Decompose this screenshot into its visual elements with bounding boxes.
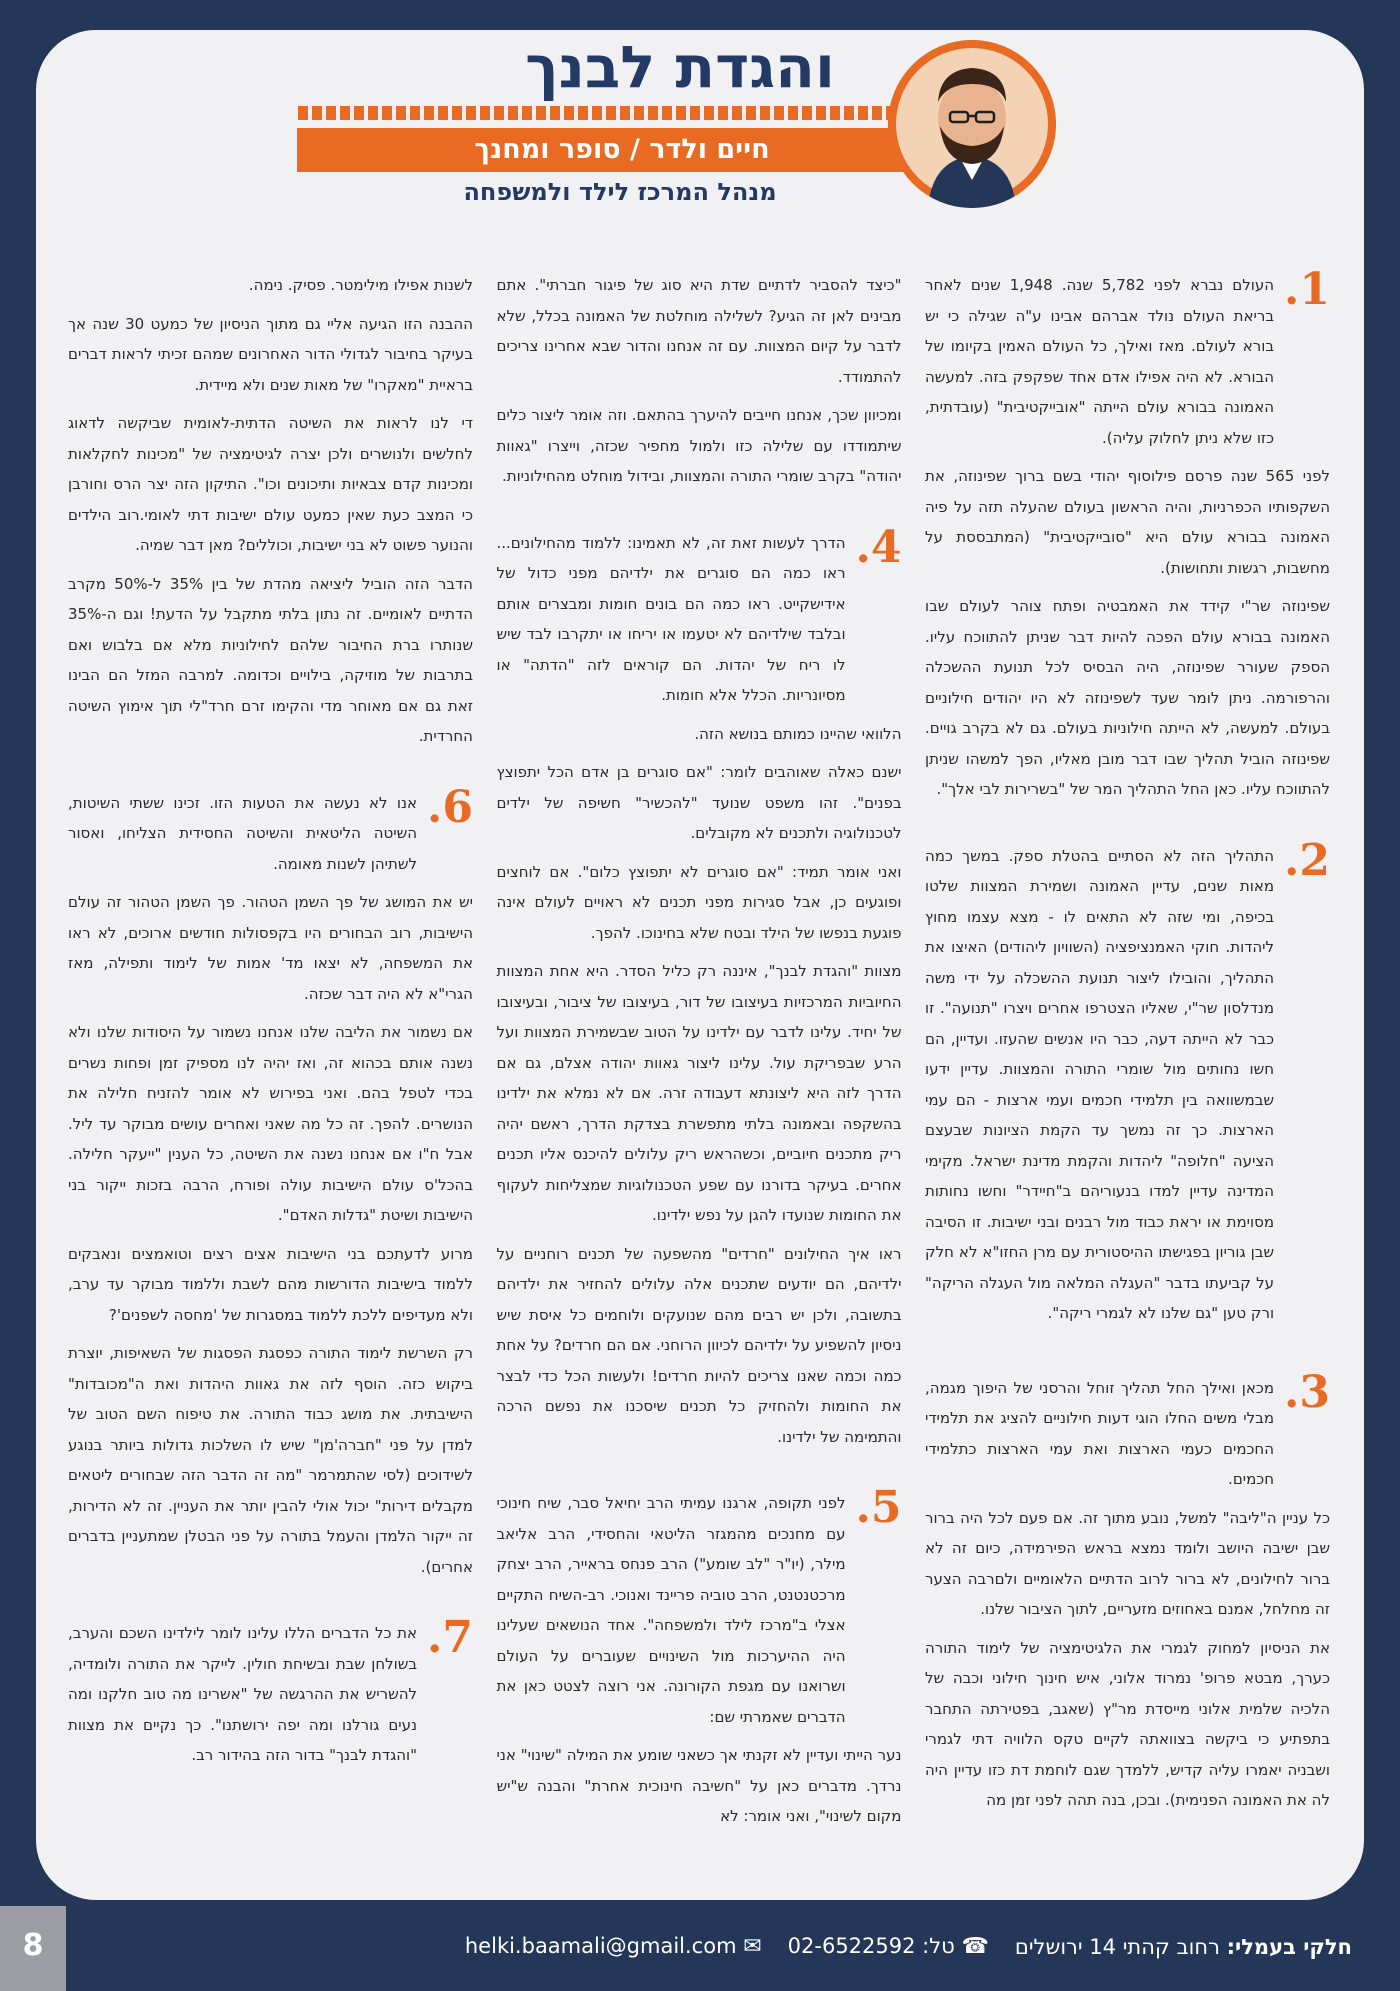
paragraph: העולם נברא לפני 5,782 שנה. 1,948 שנים לאחר בריאת העולם נולד אברהם אבינו ע"ה שגילה כי יש בורא לעולם. מאז ואילך, כל העולם האמין בקיומו של הבורא. לא היה אפילו אדם אחד שפקפק בזה. למעשה האמונה בבורא עולם הייתה "אובייקטיבית" (עובדתית, כזו שלא ניתן לחלוק עליה). (925, 276, 1275, 447)
paragraph: "כיצד להסביר לדתיים שדת היא סוג של פיגור חברתי". אתם מבינים לאן זה הגיע? לשלילה מוחלטת של האמונה בכלל, שלא לדבר על קיום המצוות. עם זה אנחנו והדור שבא אחרינו צריכים להתמודד. (496, 276, 902, 386)
column-middle (497, 270, 902, 1870)
paragraph: אנו לא נעשה את הטעות הזו. זכינו ששתי השיטות, השיטה הליטאית והשיטה החסידית הצליחו, ואסור לשתיהן לשנות מאומה. (68, 793, 418, 873)
paragraph: לפני תקופה, ארגנו עמיתי הרב יחיאל סבר, שיח חינוכי עם מחנכים מהמגזר הליטאי והחסידי, הרב אליאב מילר, (יו"ר "לב שומע") הרב פנחס בראייר, הרב יצחק מרכטנטנט, הרב טוביה פריינד ואנוכי. רב-השיח התקיים אצלי ב"מרכז לילד ולמשפחה". אחד הנושאים שעלינו היה ההיערכות מול השינויים שעוברים על העולם ושרואנו עם מגפת הקורונה. אני רוצה לצטט כאן את הדברים שאמרתי שם: (496, 1494, 846, 1726)
title-underline-decoration (298, 106, 938, 120)
section-number: 2. (1284, 834, 1330, 886)
paragraph: ישנם כאלה שאוהבים לומר: "אם סוגרים בן אדם הכל יתפוצץ בפנים". זהו משפט שנועד "להכשיר" חשיפה של ילדים לטכנולוגיה ולתכנים לא מקובלים. (496, 763, 902, 842)
page-number: 8 (22, 1928, 44, 1963)
footer-address: רחוב קהתי 14 ירושלים (1014, 1934, 1220, 1959)
section-5 (496, 1482, 902, 1832)
section-2 (925, 834, 1330, 1337)
author-name: חיים ולדר / סופר ומחנך (474, 134, 770, 165)
paragraph: את הניסיון למחוק לגמרי את הלגיטימציה של לימוד התורה כערך, מבטא פרופ' נמרוד אלוני, איש חינוך חילוני וכבה של הלכיה שלמית אלוני מייסדת מר"ץ (שאגב, בפטירתה התחבר בתפתיע כי ביקשה בצוואתה לקיים טקס הלוויה דתי לגמרי ושבניה יאמרו עליה קדיש, ללמדך שגם לוחמת דת כזו עדיין היה לה את האמונה הפנימית). ובכן, בנה תהה לפני זמן מה (925, 1638, 1330, 1809)
section-number: 7. (427, 1612, 473, 1663)
section-5-continued (68, 270, 473, 752)
paragraph: הדרך לעשות זאת זה, לא תאמינו: ללמוד מהחילונים... ראו כמה הם סוגרים את ילדיהם מפני כדול של אידישקייט. ראו כמה הם בונים חומות ומבצרים אותם ובלבד שילדיהם לא יטעמו או יריחו או יתקרבו לבד שיש לו ריח של יהדות. הם קוראים לזה "הדתה" או מסיונריות. הכלל אלא חומות. (496, 533, 846, 704)
section-4 (496, 521, 902, 1453)
paragraph: הלוואי שהיינו כמותם בנושא הזה. (694, 724, 902, 743)
paragraph: נער הייתי ועדיין לא זקנתי אך כשאני שומע את המילה "שינוי" אני נרדך. מדברים כאן על "חשיבה חינוכית אחרת" והבנה ש"יש מקום לשינוי", ואני אומר: לא (496, 1746, 902, 1825)
footer-phone: טל: 02-6522592 (787, 1934, 955, 1958)
paragraph: כל עניין ה"ליבה" למשל, נובע מתוך זה. אם פעם לכל היה ברור שבן ישיבה היושב ולומד נמצא בראש הפירמידה, כיום זה לא ברור לחילונים, לא ברור לרוב הדתיים הלאומיים ולםרבה הצער זה מחלחל, אמנם באחוזים מזעריים, לתוך הציבור שלנו. (925, 1508, 1330, 1618)
paragraph: לשנות אפילו מילימטר. פסיק. נימה. (248, 276, 473, 294)
portrait-illustration-icon (888, 40, 1056, 208)
email-icon: ✉ (743, 1934, 762, 1959)
section-3 (925, 1366, 1330, 1816)
column-right (925, 264, 1330, 1870)
paragraph: מרוע לדעתכם בני הישיבות אצים רצים וטואמצים ונאבקים ללמוד בישיבות הדורשות מהם לשבת וללמוד מבוקר עד ערב, ולא מעדיפים ללכת ללמוד במסגרות של 'מחסה לשפנים'? (68, 1244, 473, 1324)
paragraph: אם נשמור את הליבה שלנו אנחנו נשמור על היסודות שלנו ולא נשנה אותם בכהוא זה, ואז יהיה לנו מספיק זמן ופחות נשרים בכדי לטפל בהם. ואני בפירוש לא אומר להזניח חלילה את הנושרים. להפך. זה כל מה שאני ואחרים עושים מבוקר עד ליל. אבל ח"ו אם אנחנו נשנה את השיטה, כל הענין "ייעקר חלילה. בהכל'ס עולם הישיבות עולה ופורח, הרבה בזכות ייקור בני הישיבות ושיטת "גדלות האדם". (68, 1023, 473, 1224)
footer-contact (465, 1934, 1352, 1959)
phone-icon: ☎ (961, 1934, 989, 1959)
paragraph: מכאן ואילך החל תהליך זוחל והרסני של היפוך מגמה, מבלי משים החלו הוגי דעות חילוניים להציג את תלמידי החכמים כעמי הארצות ואת עמי הארצות כתלמידי חכמים. (925, 1378, 1275, 1488)
paragraph: די לנו לראות את השיטה הדתית-לאומית שביקשה לדאוג לחלשים ולנושרים ולכן יצרה לגיטימציה של "מכינות לחקלאות ומכינות קדם צבאיות ותיכונים וכו". התיקון הזה יצר הרס וחורבן כי המצב כעת שאין כמעט עולם ישיבות דתי לאומי.רוב הילדים והנוער פשוט לא בני ישיבות, וכוללים? מאן דבר שמיה. (68, 414, 473, 554)
article-columns (68, 264, 1330, 1870)
paragraph: ומכיוון שכך, אנחנו חייבים להיערך בהתאם. וזה אומר ליצור כלים שיתמודדו עם שלילה כזו ולמול מחפיר שכזה, וייצרו "גאוות יהודה" בקרב שומרי התורה והמצוות, ובידול מוחלט מהחילוניות. (496, 406, 902, 485)
paragraph: הדבר הזה הוביל ליציאה מהדת של בין 35% ל-50% מקרב הדתיים לאומיים. זה נתון בלתי מתקבל על הדעת! וגם ה-35% שנותרו ברת החיבור שלהם לחילוניות מלא אם בלבוש ואם בתרבות של מוזיקה, בילויים וכדומה. למרבה המזל הם הבינו זאת גם אם מאוחר מדי והקימו זרם חרד"לי תוך אימוץ השיטה החרדית. (68, 574, 473, 745)
paragraph: יש את המושג של פך השמן הטהור. פך השמן הטהור זה עולם הישיבות, רוב הבחורים היו בקפסולות חודשים ארוכים, לא ראו את המשפחה, לא יצאו מד' אמות של לימוד ותפילה, מאז הגרי"א לא היה דבר שכזה. (68, 893, 473, 1003)
paragraph: לפני 565 שנה פרסם פילוסוף יהודי בשם ברוך שפינוזה, את השקפותיו הכפרניות, והיה הראשון בעולם שהעלה תזה על פיה האמונה בבורא עולם היא "סובייקטיבית" (המתבססת על מחשבות, רגשות ותחושות). (925, 467, 1330, 577)
paragraph: ואני אומר תמיד: "אם סוגרים לא יתפוצץ כלום". אם לוחצים ופוגעים כן, אבל סגירות מפני תכנים לא ראויים לעולם אינה פוגעת בנפשו של הילד ובטח שלא בחינוכו. להפך. (496, 862, 902, 942)
author-role: מנהל המרכז לילד ולמשפחה (463, 178, 777, 206)
section-number: 3. (1284, 1366, 1330, 1418)
author-portrait (888, 40, 1056, 208)
footer-label: חלקי בעמלי: (1226, 1934, 1352, 1959)
section-number: 1. (1284, 264, 1330, 315)
footer-email[interactable]: helki.baamali@gmail.com (464, 1934, 737, 1958)
paragraph: התהליך הזה לא הסתיים בהטלת ספק. במשך כמה מאות שנים, עדיין האמונה ושמירת המצוות שלטו בכיפה, ומי שזה לא התאים לו - מצא עצמו מחוץ ליהדות. חוקי האמנציפציה (השוויון ליהודים) האיצו את התהליך, והובילו ליצור תנועת ההשכלה על ידי משה מנדלסון שר"י, שאליו הצטרפו אחרים ויצרו "תנועה". זו כבר לא הייתה דעה, כבר היו אנשים שהעזו. ועדיין, הם חשו נחותים מול שומרי התורה והמצוות. עדיין ידעו שבמשוואה בין תלמידי חכמים ועמי ארצות - הם עמי הארצות. כך זה נמשך עד הקמת הציונות שבעצם הציעה "חלופה" ליהדות והקמת מדינת ישראל. מקימי המדינה עדיין למדו בנעוריהם ב"חיידר" וחשו נחותות מסוימת או יראת כבוד מול רבנים ובני ישיבות. זו הסיבה שבן גוריון בפגישתו ההיסטורית עם מרן החזו"א לא חלק על קביעתו בדבר "העגלה המלאה מול העגלה הריקה" ורק טען "גם שלנו לא לגמרי ריקה". (925, 846, 1275, 1322)
section-6 (68, 781, 473, 1583)
article-title: והגדת לבנך (525, 33, 835, 101)
section-1 (925, 264, 1330, 805)
section-3-continued (497, 270, 902, 492)
section-7 (68, 1612, 473, 1779)
column-left (68, 270, 473, 1870)
paragraph: ראו איך החילונים "חרדים" מהשפעה של תכנים רוחניים על ילדיהם, הם יודעים שתכנים אלה עלולים להחזיר את ילדיהם בתשובה, ולכן יש רבים מהם שנועקים ולוחמים כל איסת שיש ניסיון להשפיע על ילדיהם לכיוון הרוחני. אם הם חרדים? על אחת כמה וכמה שאנו צריכים להיות חרדים! ולעשות הכל כדי לבצר את החומות ולהחזיק כל תכנים שיסכנו את נפשם הרכה והתמימה של ילדינו. (496, 1244, 902, 1446)
paragraph: שפינוזה שר"י קידד את האמבטיה ופתח צוהר לעולם שבו האמונה בבורא עולם הפכה להיות דבר שניתן להתווכח עליו. הספק שעורר שפינוזה, היה הבסיס לכל תנועת ההשכלה והרפורמה. ניתן לומר שעד לשפינוזה לא היו יהודים חילוניים בעולם. למעשה, לא הייתה חילוניות בעולם. גם לא בקרב גויים. שפינוזה הוביל תהליך שבו דבר מובן מאליו, הפך למשהו שניתן להתווכח עליו. כאן החל התהליך המר של "בשרירות לבי אלך". (925, 597, 1330, 798)
section-number: 6. (427, 781, 473, 833)
paragraph: מצוות "והגדת לבנך", איננה רק כליל הסדר. היא אחת המצוות החיוביות המרכזיות בעיצובו של דור, בעיצובו של ציבור, ובעיצובו של יחיד. עלינו לדבר עם ילדינו על הטוב שבשמירת המצוות ועל הרע שבפריקת עול. עלינו ליצור גאוות יהודה אצלם, גם אם הדרך לזה היא ליצונתא דעבודה זרה. אם לא נמלא את ילדינו בהשקפה ובאמונה בלתי מתפשרת בצדקת הדרך, ראשם יהיה ריק מתכנים חיוביים, וכשהראש ריק עלולים להיכנס אליו תכנים אחרים. בעיקר בדורנו עם שפע הטכנולוגיות שמצליחות לעקוף את החומות שנועדו להגן על נפש ילדינו. (496, 962, 902, 1224)
section-number: 4. (855, 521, 902, 573)
paragraph: ההבנה הזו הגיעה אליי גם מתוך הניסיון של כמעט 30 שנה אך בעיקר בחיבור לגדולי הדור האחרונים שמהם זכיתי לראות דברים בראיית "מאקרו" של מאות שנים ולא מיידית. (68, 314, 473, 394)
section-number: 5. (855, 1482, 902, 1533)
paragraph: את כל הדברים הללו עלינו לומר לילדינו השכם והערב, בשולחן שבת ובשיחת חולין. לייקר את התורה ולומדיה, להשריש את ההרגשה של "אשרינו מה טוב חלקנו ומה נעים גורלנו ומה יפה ירושתנו". כך נקיים את מצוות "והגדת לבנך" בדור הזה בהידור רב. (68, 1624, 418, 1764)
paragraph: רק השרשת לימוד התורה כפסגת הפסגות של השאיפות, יוצרת ביקוש כזה. הוסף לזה את גאוות היהדות ואת ה"מכובדות" הישיבתית. את מושג כבוד התורה. את טיפוח השם הטוב של למדן על פני "חברה'מן" שיש לו השלכות גדולות ביותר בנוגע לשידוכים (לסי שהתמרמר "מה זה הדבר הזה שבחורים ליטאים מקבלים דירות" יכול אולי להבין יותר את העניין. זה לא הדירות, זה ייקור הלמדן והעמל בתורה על פני הבטלן שמתעניין בדברים אחרים). (68, 1344, 473, 1576)
